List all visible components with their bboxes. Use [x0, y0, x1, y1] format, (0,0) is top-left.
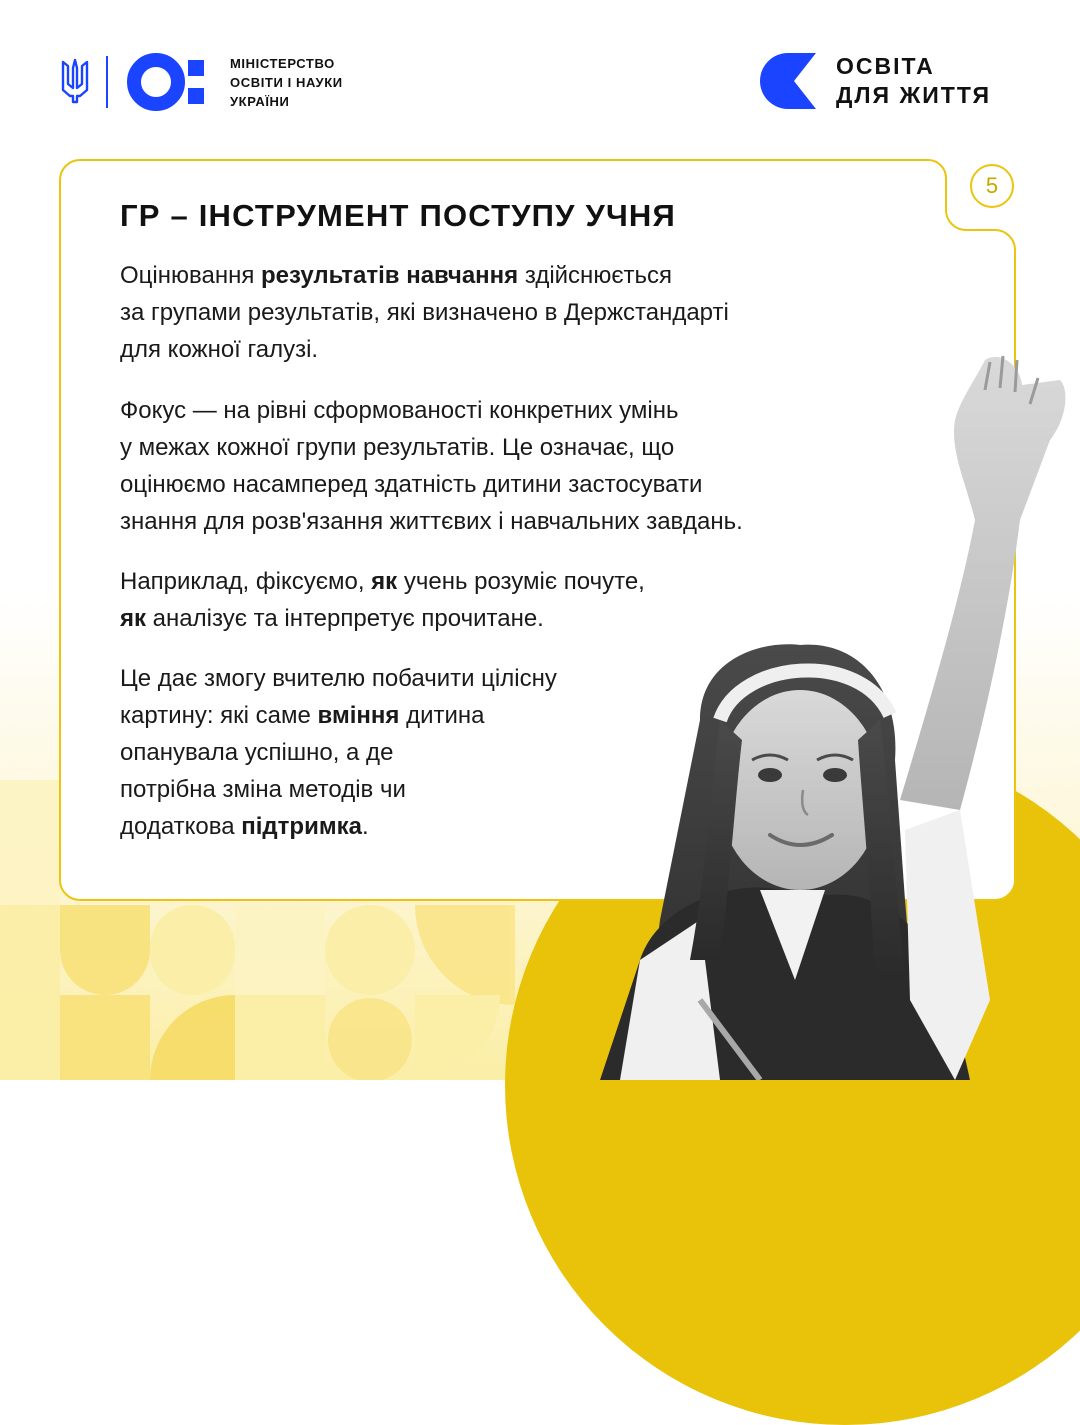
page-number-badge: 5 — [970, 164, 1014, 208]
paragraph-3: Наприклад, фіксуємо, як учень розуміє почуте, як аналізує та інтерпретує прочитане. — [120, 568, 645, 632]
paragraph-4: Це дає змогу вчителю побачити цілісну картину: які саме вміння дитина опанувала успішно, а де потрібна зміна методів чи додаткова підтримка. — [120, 665, 557, 840]
ministry-name: МІНІСТЕРСТВО ОСВІТИ І НАУКИ УКРАЇНИ — [230, 55, 343, 109]
slide-title: ГР – ІНСТРУМЕНТ ПОСТУПУ УЧНЯ — [120, 198, 676, 233]
paragraph-1: Оцінювання результатів навчання здійснюється за групами результатів, які визначено в Держстандарті для кожної галузі. — [120, 262, 729, 363]
brand-name: ОСВІТА ДЛЯ ЖИТТЯ — [836, 53, 992, 108]
paragraph-2: Фокус — на рівні сформованості конкретних умінь у межах кожної групи результатів. Це означає, що оцінюємо насамперед здатність дитини застосувати знання для розв'язання життєвих і навчальних завдань. — [120, 397, 743, 535]
